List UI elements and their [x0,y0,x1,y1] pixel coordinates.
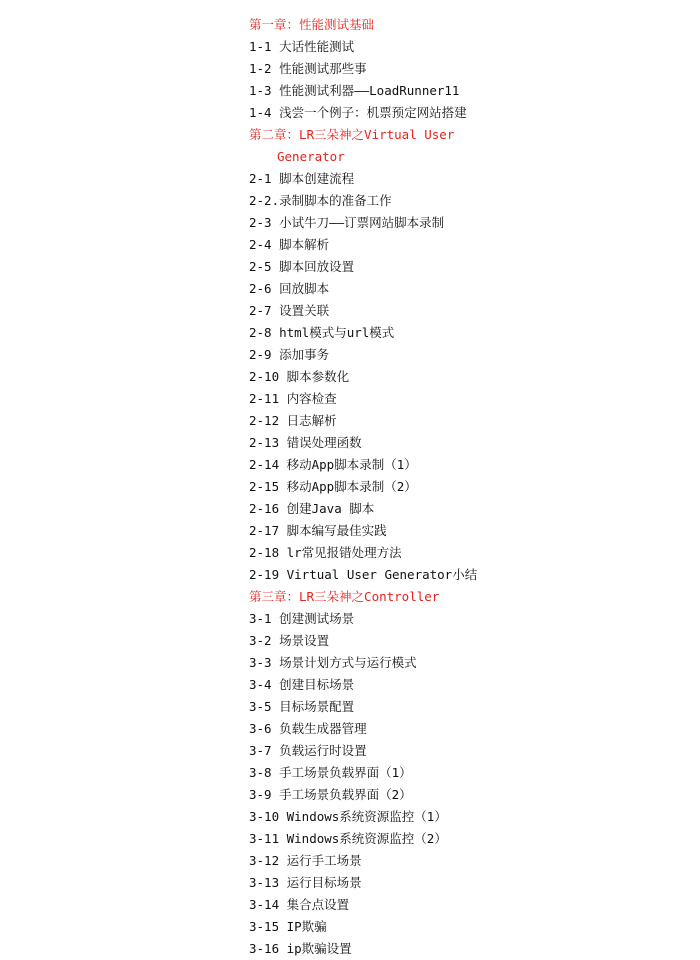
toc-item: 3-1 创建测试场景 [249,611,355,626]
toc-item: 2-14 移动App脚本录制（1） [249,457,417,472]
toc-item: 2-6 回放脚本 [249,281,330,296]
toc-item: 2-2.录制脚本的准备工作 [249,193,392,208]
toc-item: 2-9 添加事务 [249,347,330,362]
toc-item: 2-4 脚本解析 [249,237,330,252]
toc-item: 1-3 性能测试利器——LoadRunner11 [249,83,460,98]
toc-item: 3-13 运行目标场景 [249,875,362,890]
toc-item: 2-7 设置关联 [249,303,330,318]
toc-item: 2-13 错误处理函数 [249,435,362,450]
chapter-heading: 第一章：性能测试基础 [249,17,375,32]
toc-item: 3-2 场景设置 [249,633,330,648]
toc-item: 2-11 内容检查 [249,391,337,406]
toc-item: 3-6 负载生成器管理 [249,721,367,736]
toc-item: 1-1 大话性能测试 [249,39,355,54]
toc-item: 2-19 Virtual User Generator小结 [249,567,478,582]
toc-item: 2-1 脚本创建流程 [249,171,355,186]
chapter-heading: 第三章：LR三朵神之Controller [249,589,440,604]
toc-item: 3-11 Windows系统资源监控（2） [249,831,447,846]
toc-item: 3-8 手工场景负载界面（1） [249,765,412,780]
toc-item: 3-12 运行手工场景 [249,853,362,868]
toc-item: 1-2 性能测试那些事 [249,61,367,76]
toc-item: 3-10 Windows系统资源监控（1） [249,809,447,824]
toc-item: 2-17 脚本编写最佳实践 [249,523,387,538]
toc-item: 3-16 ip欺骗设置 [249,941,352,956]
toc-item: 3-9 手工场景负载界面（2） [249,787,412,802]
toc-item: 2-16 创建Java 脚本 [249,501,375,516]
toc-item: 3-15 IP欺骗 [249,919,327,934]
toc-item: 2-12 日志解析 [249,413,337,428]
toc-item: 2-8 html模式与url模式 [249,325,395,340]
toc-item: 3-3 场景计划方式与运行模式 [249,655,417,670]
toc-item: 3-4 创建目标场景 [249,677,355,692]
toc-item: 3-14 集合点设置 [249,897,350,912]
toc-item: 2-10 脚本参数化 [249,369,350,384]
toc-item: 2-5 脚本回放设置 [249,259,355,274]
toc-item: 2-15 移动App脚本录制（2） [249,479,417,494]
toc-item: 3-7 负载运行时设置 [249,743,367,758]
toc-item: 2-3 小试牛刀——订票网站脚本录制 [249,215,445,230]
toc-item: 1-4 浅尝一个例子：机票预定网站搭建 [249,105,467,120]
toc-item: 3-5 目标场景配置 [249,699,355,714]
chapter-heading: 第二章：LR三朵神之Virtual User [249,127,455,142]
table-of-contents [249,14,689,960]
toc-item: 2-18 lr常见报错处理方法 [249,545,402,560]
chapter-heading-continuation: Generator [277,149,345,164]
